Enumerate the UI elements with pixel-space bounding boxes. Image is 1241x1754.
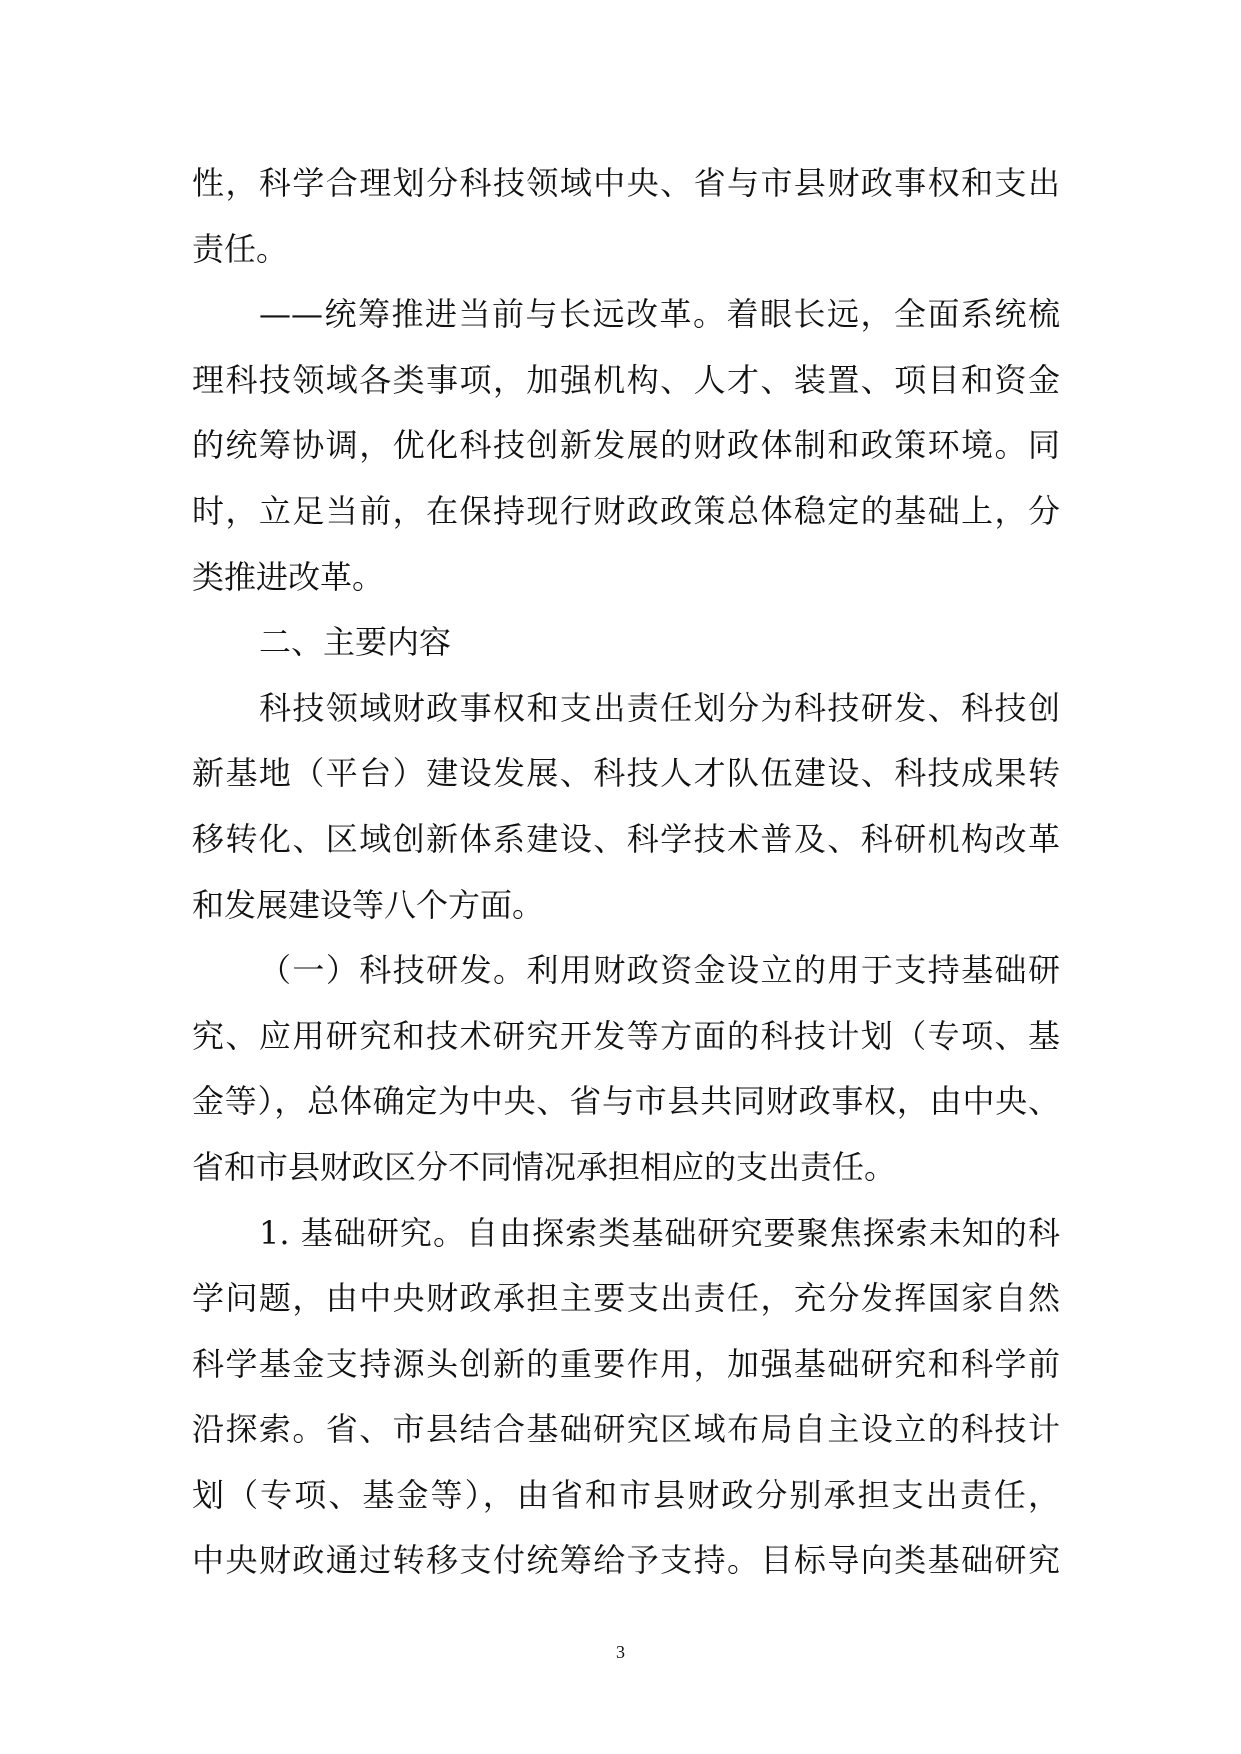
- paragraph-start-line: 1. 基础研究。自由探索类基础研究要聚焦探索未知的科: [259, 1213, 1060, 1252]
- text-line: 究、应用研究和技术研究开发等方面的科技计划（专项、基: [192, 1016, 1060, 1055]
- paragraph-start-line: （一）科技研发。利用财政资金设立的用于支持基础研: [259, 951, 1060, 990]
- text-line: 的统筹协调，优化科技创新发展的财政体制和政策环境。同: [192, 426, 1060, 465]
- text-line: 划（专项、基金等），由省和市县财政分别承担支出责任，: [192, 1475, 1060, 1514]
- text-line: 移转化、区域创新体系建设、科学技术普及、科研机构改革: [192, 819, 1060, 858]
- text-line: 时，立足当前，在保持现行财政政策总体稳定的基础上，分: [192, 491, 1060, 530]
- text-line: 科学基金支持源头创新的重要作用，加强基础研究和科学前: [192, 1344, 1060, 1383]
- page-number: 3: [616, 1642, 625, 1662]
- text-line: 新基地（平台）建设发展、科技人才队伍建设、科技成果转: [192, 754, 1060, 793]
- text-line: 沿探索。省、市县结合基础研究区域布局自主设立的科技计: [192, 1410, 1060, 1449]
- paragraph-start-line: ——统筹推进当前与长远改革。着眼长远，全面系统梳: [259, 295, 1060, 334]
- text-line: 金等），总体确定为中央、省与市县共同财政事权，由中央、: [192, 1082, 1060, 1121]
- text-line: 省和市县财政区分不同情况承担相应的支出责任。: [192, 1147, 897, 1186]
- text-line: 学问题，由中央财政承担主要支出责任，充分发挥国家自然: [192, 1279, 1060, 1318]
- text-line: 中央财政通过转移支付统筹给予支持。目标导向类基础研究: [192, 1541, 1060, 1580]
- text-line: 性，科学合理划分科技领域中央、省与市县财政事权和支出: [192, 164, 1060, 202]
- text-line: 类推进改革。: [192, 557, 385, 596]
- paragraph-start-line: 科技领域财政事权和支出责任划分为科技研发、科技创: [259, 688, 1060, 727]
- text-line: 理科技领域各类事项，加强机构、人才、装置、项目和资金: [192, 360, 1060, 399]
- text-line: 和发展建设等八个方面。: [192, 885, 545, 924]
- section-heading: 二、主要内容: [259, 623, 452, 662]
- text-line: 责任。: [192, 229, 289, 268]
- document-body: [192, 151, 1060, 1594]
